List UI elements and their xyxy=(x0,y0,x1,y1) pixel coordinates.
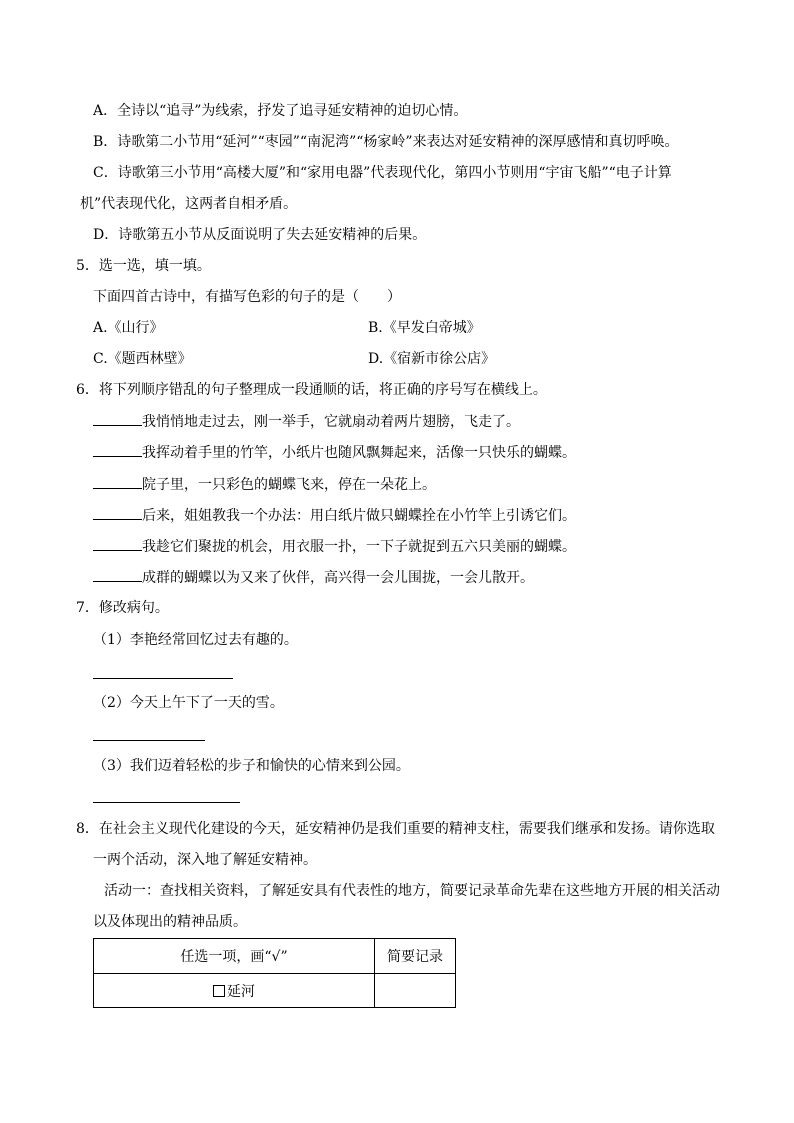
q8-title: 8．在社会主义现代化建设的今天，延安精神仍是我们重要的精神支柱，需要我们继承和发扬。请你选取 xyxy=(76,821,715,837)
record-table xyxy=(93,938,456,1008)
answer-line[interactable] xyxy=(93,678,233,679)
q5-title: 5．选一选，填一填。 xyxy=(76,258,211,274)
q7-title: 7．修改病句。 xyxy=(76,600,169,616)
checkbox[interactable] xyxy=(213,985,225,997)
q6-title: 6．将下列顺序错乱的句子整理成一段通顺的话，将正确的序号写在横线上。 xyxy=(76,382,547,398)
answer-line[interactable] xyxy=(93,802,240,803)
q6-sentence-text: 我悄悄地走过去，刚一举手，它就扇动着两片翅膀，飞走了。 xyxy=(142,414,520,430)
q8-title-cont: 一两个活动，深入地了解延安精神。 xyxy=(93,852,317,868)
q6-sentence xyxy=(93,567,534,587)
table-header-choice: 任选一项，画“√” xyxy=(94,939,375,974)
q6-sentence-text: 成群的蝴蝶以为又来了伙伴，高兴得一会儿围拢，一会儿散开。 xyxy=(142,570,534,586)
answer-blank[interactable] xyxy=(93,567,142,582)
answer-blank[interactable] xyxy=(93,505,142,520)
answer-blank[interactable] xyxy=(93,474,142,489)
q8-activity-1-cont: 以及体现出的精神品质。 xyxy=(93,914,247,930)
q4-option-d: D．诗歌第五小节从反面说明了失去延安精神的后果。 xyxy=(93,227,427,243)
answer-line[interactable] xyxy=(93,740,205,741)
q5-option-d: D.《宿新市徐公店》 xyxy=(368,351,496,367)
answer-blank[interactable] xyxy=(93,442,142,457)
answer-blank[interactable] xyxy=(93,411,142,426)
q6-sentence xyxy=(93,536,576,556)
choice-label: 延河 xyxy=(227,983,255,1000)
q6-sentence xyxy=(93,442,576,462)
q4-option-c-cont: 机”代表现代化，这两者自相矛盾。 xyxy=(80,196,298,212)
q6-sentence xyxy=(93,474,436,494)
q4-option-a: A．全诗以“追寻”为线索，抒发了追寻延安精神的迫切心情。 xyxy=(93,103,468,119)
q7-item-2: （2）今天上午下了一天的雪。 xyxy=(93,695,284,711)
q5-option-c: C.《题西林壁》 xyxy=(93,351,192,367)
q6-sentence-text: 院子里，一只彩色的蝴蝶飞来，停在一朵花上。 xyxy=(142,477,436,493)
q6-sentence xyxy=(93,411,520,431)
q6-sentence-text: 我趁它们聚拢的机会，用衣服一扑，一下子就捉到五六只美丽的蝴蝶。 xyxy=(142,539,576,555)
q7-item-1: （1）李艳经常回忆过去有趣的。 xyxy=(93,632,298,648)
q6-sentence-text: 我挥动着手里的竹竿，小纸片也随风飘舞起来，活像一只快乐的蝴蝶。 xyxy=(142,445,576,461)
q7-item-3: （3）我们迈着轻松的步子和愉快的心情来到公园。 xyxy=(93,758,410,774)
answer-blank[interactable] xyxy=(93,536,142,551)
q5-option-a: A.《山行》 xyxy=(93,320,164,336)
table-cell-choice xyxy=(94,974,375,1008)
table-row xyxy=(94,974,456,1008)
table-header-record: 简要记录 xyxy=(375,939,456,974)
table-header-row xyxy=(94,939,456,974)
q8-activity-1: 活动一：查找相关资料，了解延安具有代表性的地方，简要记录革命先辈在这些地方开展的相关活动 xyxy=(104,883,720,899)
q5-stem: 下面四首古诗中，有描写色彩的句子的是（ ） xyxy=(93,289,401,305)
q6-sentence xyxy=(93,505,576,525)
q6-sentence-text: 后来，姐姐教我一个办法：用白纸片做只蝴蝶拴在小竹竿上引诱它们。 xyxy=(142,508,576,524)
q4-option-c: C．诗歌第三小节用“高楼大厦”和“家用电器”代表现代化，第四小节则用“宇宙飞船”“电子计算 xyxy=(93,165,672,181)
q5-option-b: B.《早发白帝城》 xyxy=(368,320,481,336)
q4-option-b: B．诗歌第二小节用“延河”“枣园”“南泥湾”“杨家岭”来表达对延安精神的深厚感情和真切呼唤。 xyxy=(93,134,679,150)
table-cell-record[interactable] xyxy=(375,974,456,1008)
